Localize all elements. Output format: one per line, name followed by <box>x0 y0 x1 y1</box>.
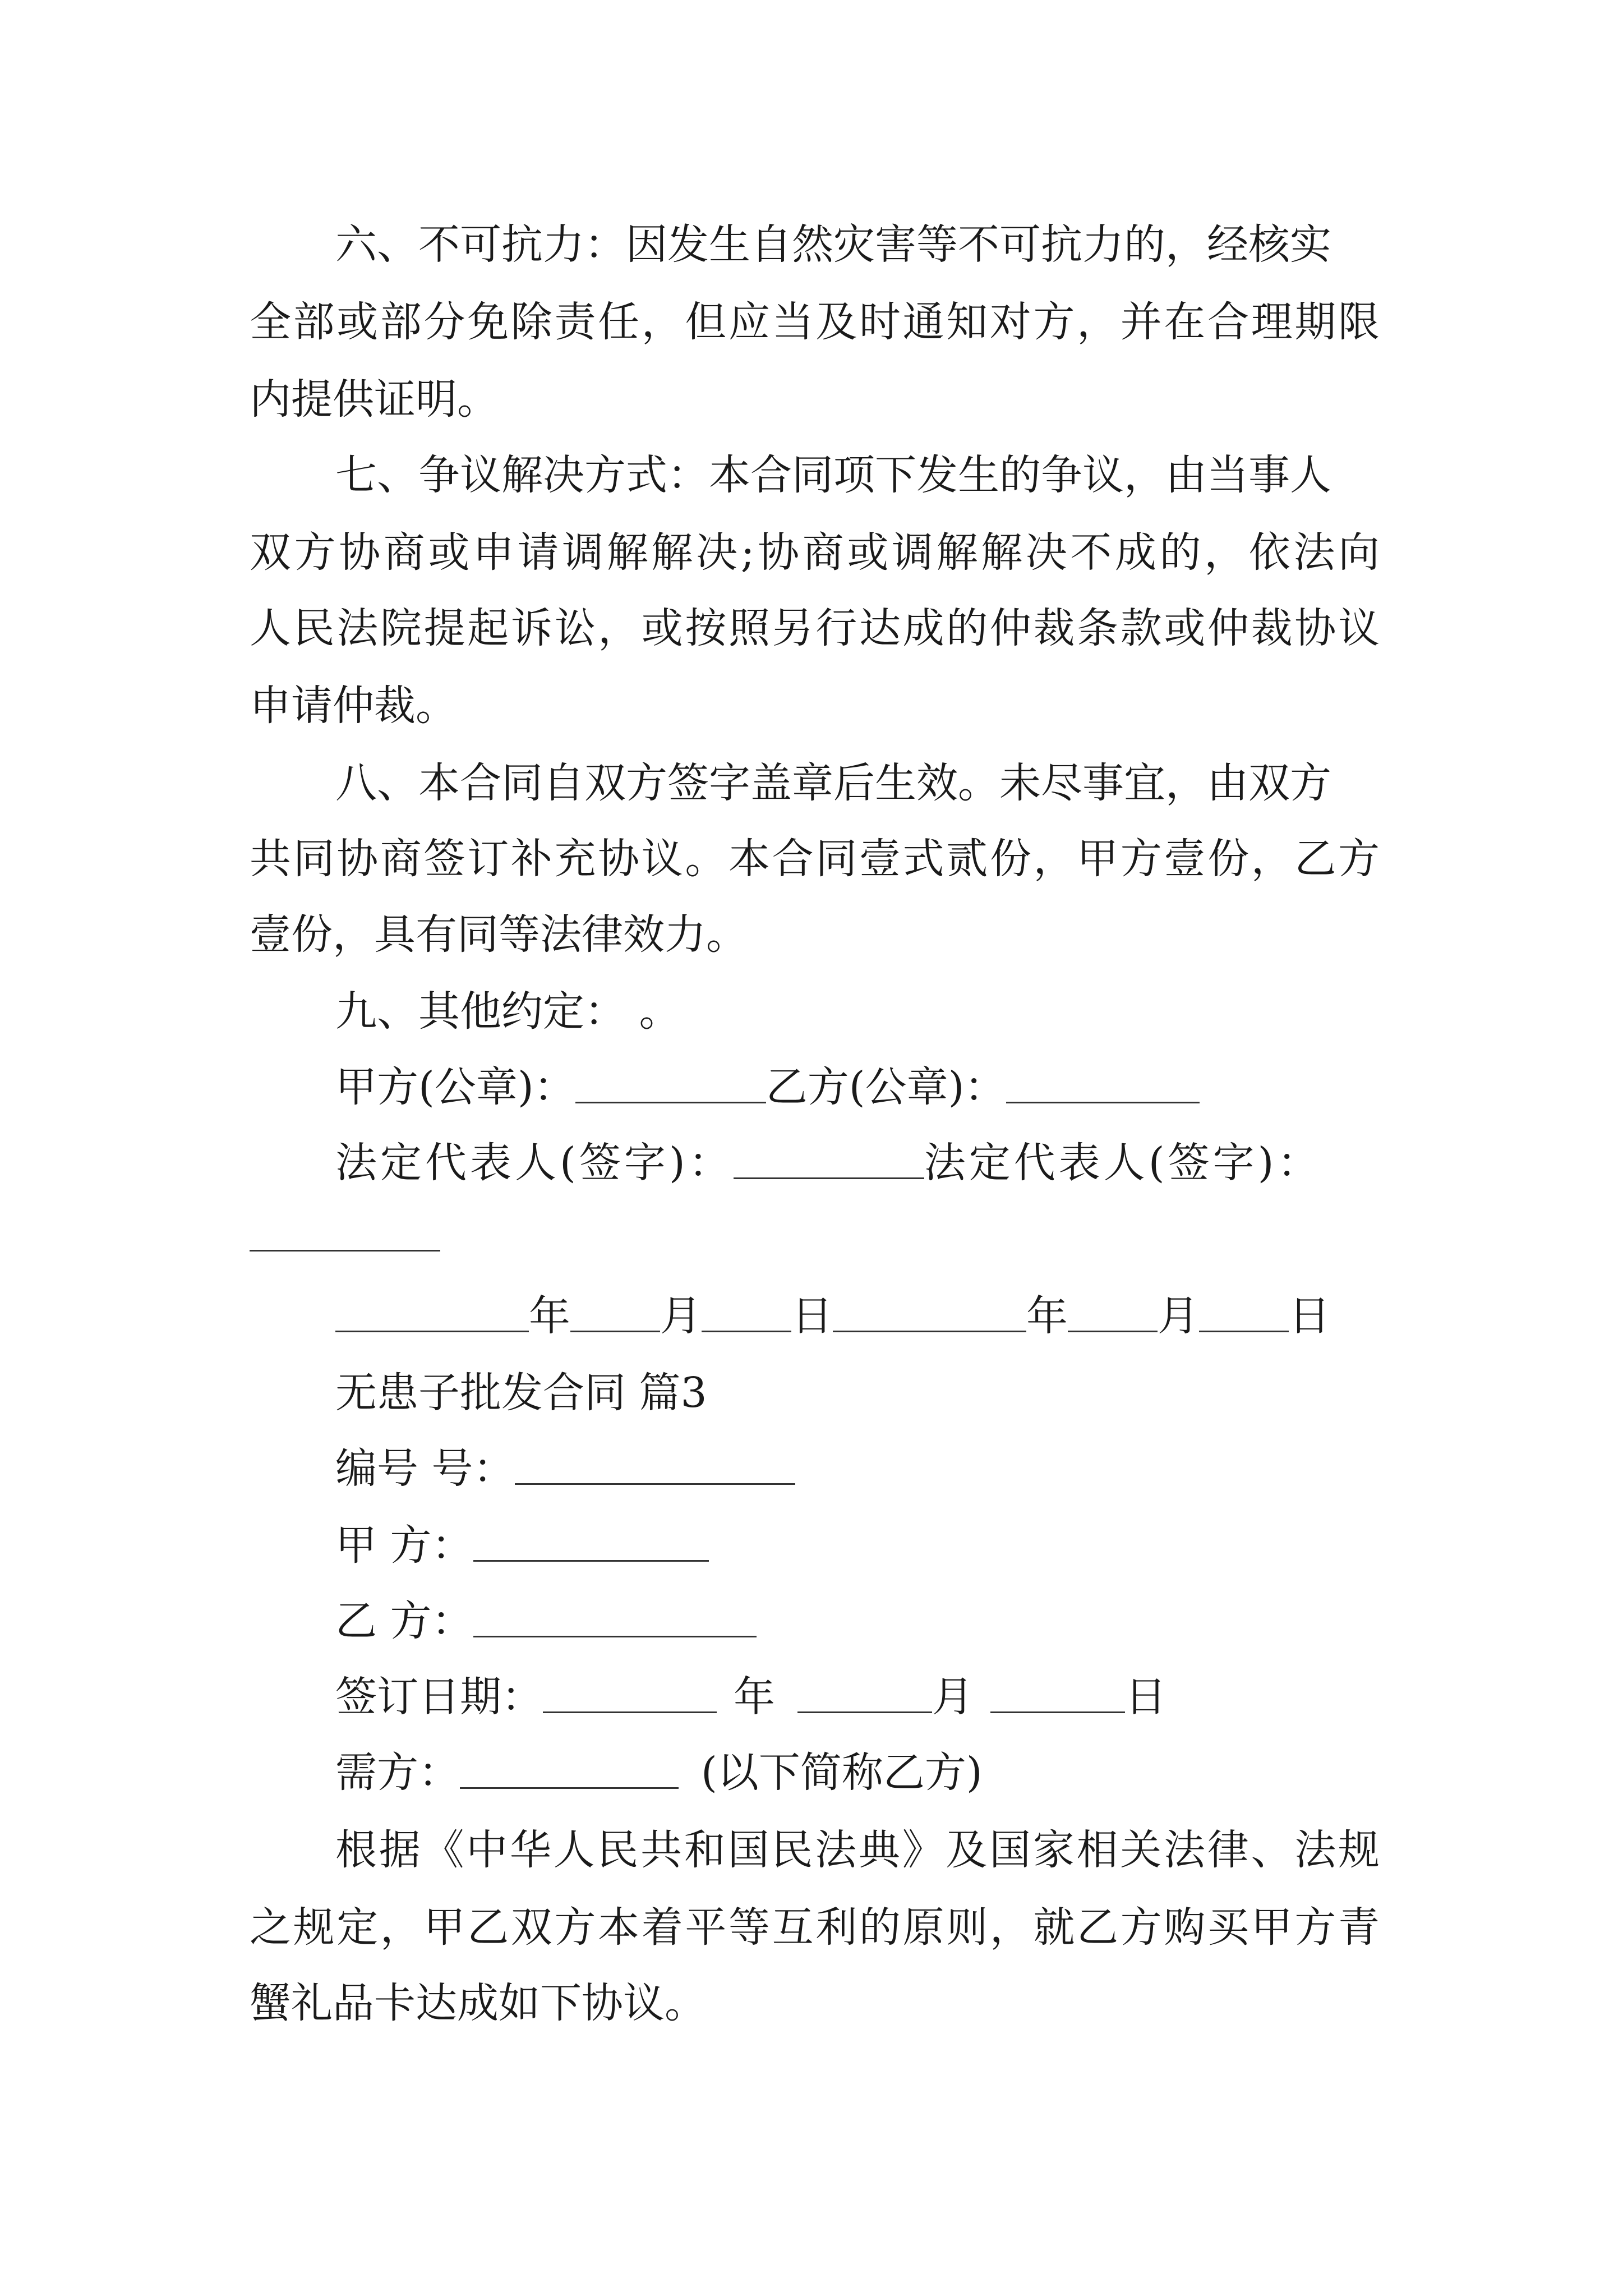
party-a-seal-label: 甲方(公章)： <box>335 1063 575 1111</box>
clause-7-line-1: 七、争议解决方式：本合同项下发生的争议，由当事人 <box>335 451 1331 499</box>
sign-date-month: 月 <box>932 1673 974 1721</box>
date-a-day-blank <box>702 1291 791 1332</box>
sign-date-day: 日 <box>1125 1673 1166 1721</box>
clause-8-line-1: 八、本合同自双方签字盖章后生效。未尽事宜，由双方 <box>335 759 1331 807</box>
party-b-label: 乙 方： <box>335 1597 473 1645</box>
date-b-year-blank <box>833 1291 1026 1332</box>
contract-number-blank <box>515 1444 795 1485</box>
buyer-note: (以下简称乙方) <box>701 1749 983 1797</box>
date-a-month-blank <box>570 1291 660 1332</box>
party-a-blank <box>473 1521 709 1562</box>
clause-7-line-2: 双方协商或申请调解解决;协商或调解解决不成的，依法向 <box>250 528 1380 577</box>
clause-6-line-3: 内提供证明。 <box>250 375 499 424</box>
party-a-label: 甲 方： <box>335 1521 473 1570</box>
clause-8-line-2: 共同协商签订补充协议。本合同壹式贰份，甲方壹份，乙方 <box>250 835 1380 883</box>
clause-7-line-3: 人民法院提起诉讼，或按照另行达成的仲裁条款或仲裁协议 <box>250 604 1380 652</box>
rep-a-blank <box>734 1138 924 1179</box>
section-3-title: 无患子批发合同 篇3 <box>335 1369 707 1417</box>
sign-date-month-blank <box>797 1672 932 1713</box>
date-row <box>335 1277 1465 1355</box>
sign-date-label: 签订日期： <box>335 1673 543 1721</box>
buyer-blank <box>460 1748 679 1789</box>
rep-b-blank <box>250 1250 440 1251</box>
date-b-month-blank <box>1068 1291 1158 1332</box>
intro-line-1: 根据《中华人民共和国民法典》及国家相关法律、法规 <box>335 1826 1380 1874</box>
party-b-seal-label: 乙方(公章)： <box>766 1063 1006 1111</box>
rep-b-label: 法定代表人(签字)： <box>924 1139 1322 1187</box>
intro-line-3: 蟹礼品卡达成如下协议。 <box>250 1979 706 2027</box>
sign-date-row <box>335 1658 1465 1736</box>
date-a-year: 年 <box>529 1292 570 1340</box>
intro-line-2: 之规定，甲乙双方本着平等互利的原则，就乙方购买甲方青 <box>250 1903 1380 1952</box>
date-b-day: 日 <box>1289 1292 1330 1340</box>
date-b-month: 月 <box>1158 1292 1199 1340</box>
representative-row <box>335 1124 1465 1202</box>
contract-number-row <box>335 1429 1465 1508</box>
sign-date-year-blank <box>543 1672 717 1713</box>
date-b-day-blank <box>1199 1291 1289 1332</box>
date-b-year: 年 <box>1026 1292 1068 1340</box>
clause-7-line-4: 申请仲裁。 <box>250 682 457 730</box>
buyer-label: 需方： <box>335 1749 460 1797</box>
clause-9: 九、其他约定： 。 <box>335 987 681 1036</box>
buyer-row <box>335 1733 1465 1812</box>
date-a-month: 月 <box>660 1292 702 1340</box>
party-b-row <box>335 1582 1465 1660</box>
clause-8-line-3: 壹份，具有同等法律效力。 <box>250 910 748 959</box>
date-a-day: 日 <box>791 1292 833 1340</box>
rep-a-label: 法定代表人(签字)： <box>335 1139 734 1187</box>
date-a-year-blank <box>335 1291 529 1332</box>
sign-date-day-blank <box>990 1672 1125 1713</box>
clause-6-line-1: 六、不可抗力：因发生自然灾害等不可抗力的，经核实 <box>335 220 1331 269</box>
clause-6-line-2: 全部或部分免除责任，但应当及时通知对方，并在合理期限 <box>250 298 1380 346</box>
party-a-seal-blank <box>575 1062 766 1103</box>
contract-number-label: 编号 号： <box>335 1444 515 1493</box>
party-b-seal-blank <box>1006 1062 1200 1103</box>
sign-date-year: 年 <box>734 1673 775 1721</box>
party-a-row <box>335 1506 1465 1585</box>
party-b-blank <box>473 1596 757 1637</box>
seal-row <box>335 1048 1465 1126</box>
